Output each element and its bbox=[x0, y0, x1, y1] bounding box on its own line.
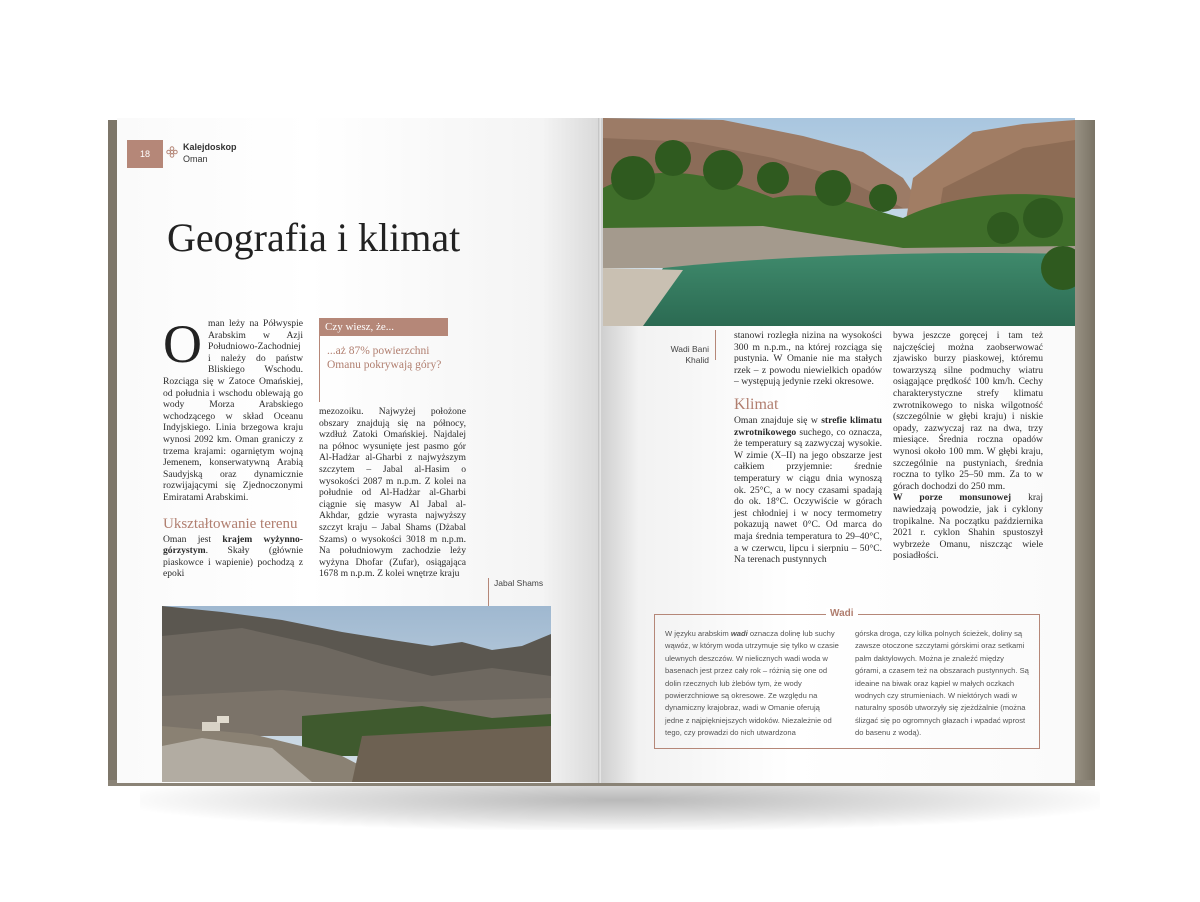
climate-paragraph: Oman znajduje się w strefie klimatu zwrotnikowego suchego, co oznacza, że temperatury są zazwyczaj wysokie. W zimie (X–II) na jego obszarze jest całkiem przyjemnie: średnie temperatury w ciągu dnia wynoszą ok. 25°C, a w nocy czasami spadają do ok. 18°C. Oczywiście w górach jest chłodniej i w nocy termometry pokazują nawet 0°C. Od marca do maja średnia temperatura to 29–40°C, a w czerwcu, lipcu i sierpniu – 50°C. Na terenach pustynnych bbox=[734, 414, 882, 566]
intro-text: man leży na Półwyspie Arabskim w Azji Południowo-Zachodniej i należy do państw Bliskiego Wschodu. Rozciąga się w Zatoce Omańskiej, od południa i wschodu oblewają go wody Morza Arabskiego wchodzącego w skład Oceanu Indyjskiego. Linia brzegowa kraju wynosi 2092 km. Oman graniczy z trzema krajami: ogarniętym wojną Jemenem, konserwatywną Arabią Saudyjską oraz dynamicznie rozwijającymi się Zjednoczonymi Emiratami Arabskimi. bbox=[163, 318, 303, 503]
left-column-2: mezozoiku. Najwyżej położone obszary znajdują się na północy, wzdłuż Zatoki Omańskiej. Najdalej na północ wysunięte jest pasmo gór Al-Hadżar al-Gharbi z najwyższym szczytem – Jabal al-Hasim o wysokości 2087 m n.p.m. Z kolei na południe od Al-Hadżar al-Gharbi ciągnie się masyw Al Jabal al-Akhdar, gdzie wyrasta najwyższy szczyt kraju – Jabal Shams (Dżabal Szams) o wysokości 3018 m n.p.m. Na południowym zachodzie leży wyżyna Dhofar (Zufar), osiągająca 1678 m n.p.m. Z kolei wnętrze kraju bbox=[319, 406, 466, 580]
wadi-box-column-2: górska droga, czy kilka polnych ścieżek, doliny są zawsze otoczone szczytami górskimi oraz setkami palm daktylowych. Można je znaleźć między górami, a czasem też na obszarach pustynnych. Są ideaine na biwak oraz kąpiel w małych oczkach wodnych czy strumieniach. W niektórych wadi w naturalny sposób utworzyły się zjeżdżalnie (można ślizgać się po ogromnych głazach i wpadać wprost do basenu z wodą). bbox=[855, 629, 1029, 738]
wadi-bani-khalid-photo bbox=[603, 118, 1075, 326]
monsoon-paragraph: W porze monsunowej kraj nawiedzają powodzie, jak i cyklony tropikalne. Na początku października 2021 r. cyklon Shahin spustoszył wybrzeże Omanu, niszcząc wiele posiadłości. bbox=[893, 492, 1043, 562]
left-column-1 bbox=[163, 314, 303, 580]
running-head-series: Kalejdoskop bbox=[183, 142, 237, 152]
caption-rule bbox=[488, 578, 489, 606]
climate-continued: bywa jeszcze goręcej i tam też najczęściej można zaobserwować zjawisko burzy piaskowej, któremu towarzyszą silne podmuchy wiatru osiągające prędkość 100 km/h. Cechy charakterystyczne strefy klimatu zwrotnikowego to niska wilgotność (szczególnie w głębi kraju) i niskie opady, zazwyczaj raz na dwa, trzy miesiące. Średnia roczna opadów wynosi około 100 mm. W głębi kraju, szczególnie na pustyniach, średnia roczna to tylko 25–50 mm. Za to w górach dochodzi do 250 mm. bbox=[893, 330, 1043, 492]
right-column-2 bbox=[893, 330, 1043, 562]
right-column-1 bbox=[734, 330, 882, 566]
photo-caption-wadi-bani-khalid: Wadi Bani Khalid bbox=[670, 344, 709, 365]
subheading-climate: Klimat bbox=[734, 395, 779, 413]
plains-paragraph: stanowi rozległa nizina na wysokości 300 m n.p.m., na której rozciąga się pustynia. W Omanie nie ma stałych rzek – z powodu niewielkich opadów – występują jedynie rzeki okresowe. bbox=[734, 330, 882, 388]
intro-paragraph bbox=[163, 314, 303, 504]
jabal-shams-photo bbox=[162, 606, 551, 782]
wadi-box-column-1: W języku arabskim wadi oznacza dolinę lub suchy wąwóz, w którym woda utrzymuje się tylko w czasie ulewnych deszczów. W nielicznych wadi woda w basenach jest przez cały rok – różnią się one od dolin rzecznych lub żlebów tym, że wody powierzchniowe są okresowe. Ze względu na dynamiczny krajobraz, wadi w Omanie oferują jedne z najpiękniejszych widoków. Niezależnie od tego, czy prowadzi do nich utwardzona bbox=[665, 629, 839, 738]
did-you-know-header: Czy wiesz, że... bbox=[319, 318, 448, 336]
book-cover-right-edge bbox=[1073, 120, 1095, 784]
left-page bbox=[117, 118, 600, 783]
right-page bbox=[601, 118, 1075, 783]
drop-cap: O bbox=[163, 314, 202, 374]
did-you-know-text: ...aż 87% powierzchni Omanu pokrywają góry? bbox=[327, 345, 442, 371]
terrain-paragraph: Oman jest krajem wyżynno-górzystym. Skały (głównie piaskowce i wapienie) pochodzą z epoki bbox=[163, 533, 303, 580]
running-head-country: Oman bbox=[183, 154, 208, 164]
photo-caption-jabal-shams: Jabal Shams bbox=[494, 578, 544, 588]
page-number: 18 bbox=[127, 140, 163, 168]
wadi-box-title: Wadi bbox=[826, 608, 858, 619]
page-title: Geografia i klimat bbox=[167, 215, 461, 260]
subheading-terrain: Ukształtowanie terenu bbox=[163, 515, 298, 532]
flower-icon bbox=[166, 146, 178, 158]
caption-rule-right bbox=[715, 330, 716, 360]
